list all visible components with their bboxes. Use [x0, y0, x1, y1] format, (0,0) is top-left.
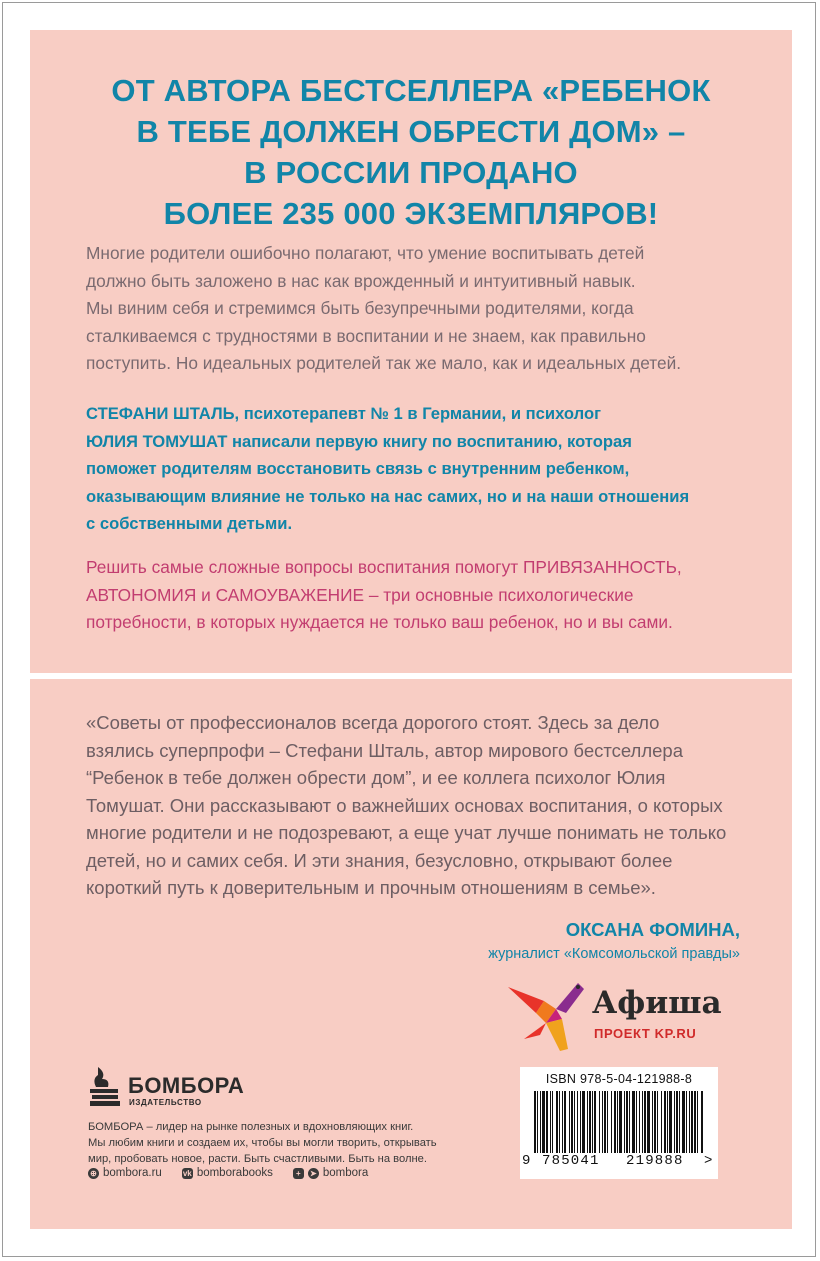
afisha-name: Афиша — [592, 985, 722, 1021]
barcode-bar — [542, 1091, 545, 1153]
text-line: Мы виним себя и стремимся быть безупречными родителями, когда — [86, 298, 634, 318]
barcode-bar — [654, 1091, 656, 1153]
text-line: Томушат. Они рассказывают о важнейших основах воспитания, о которых — [86, 794, 723, 816]
barcode-bar — [537, 1091, 538, 1153]
quote-author: ОКСАНА ФОМИНА, — [565, 919, 740, 940]
barcode-bar — [674, 1091, 675, 1153]
barcode-bar — [599, 1091, 600, 1153]
barcode-bar — [679, 1091, 680, 1153]
barcode-right-digits: 219888 — [626, 1153, 684, 1169]
bombora-logo — [88, 1065, 288, 1115]
barcode-bar — [644, 1091, 646, 1153]
barcode-bar — [552, 1091, 553, 1153]
text-line: сталкиваемся с трудностями в воспитании и не знаем, как правильно — [86, 325, 646, 346]
text-line: короткий путь к доверительным и прочным отношениям в семье». — [86, 877, 656, 898]
headline-line: ОТ АВТОРА БЕСТСЕЛЛЕРА «РЕБЕНОК — [111, 73, 711, 108]
barcode-left-digits: 785041 — [542, 1153, 600, 1169]
barcode-bar — [569, 1091, 570, 1153]
barcode-bar — [562, 1091, 563, 1153]
barcode-bar — [701, 1091, 703, 1153]
barcode-bar — [534, 1091, 536, 1153]
needs-paragraph — [86, 554, 776, 637]
barcode-bar — [636, 1091, 637, 1153]
social-site-label: bombora.ru — [103, 1167, 162, 1179]
barcode-bar — [686, 1091, 687, 1153]
barcode-bar — [629, 1091, 630, 1153]
barcode-bar — [669, 1091, 672, 1153]
barcode-bar — [611, 1091, 612, 1153]
barcode-bar — [577, 1091, 578, 1153]
barcode-bar — [697, 1091, 698, 1153]
headline-line: В ТЕБЕ ДОЛЖЕН ОБРЕСТИ ДОМ» – — [136, 114, 686, 149]
text-line: СТЕФАНИ ШТАЛЬ, психотерапевт № 1 в Германии, и психолог — [86, 404, 602, 423]
barcode-bar — [657, 1091, 658, 1153]
social-vk[interactable] — [182, 1167, 273, 1179]
barcode-bar — [676, 1091, 678, 1153]
text-line: “Ребенок в тебе должен обрести дом”, и ее коллега психолог Юлия — [86, 767, 666, 788]
barcode-bars — [534, 1091, 704, 1153]
afisha-logo — [506, 977, 736, 1057]
globe-icon: ⊕ — [88, 1168, 99, 1179]
text-line: потребности, в которых нуждается не только ваш ребенок, но и вы сами. — [86, 612, 673, 632]
text-line: должно быть заложено в нас как врожденный и интуитивный навык. — [86, 270, 636, 291]
barcode-bar — [580, 1091, 581, 1153]
barcode-bar — [582, 1091, 585, 1153]
barcode-bar — [564, 1091, 566, 1153]
barcode-bar — [661, 1091, 662, 1153]
headline-line: БОЛЕЕ 235 000 ЭКЗЕМПЛЯРОВ! — [163, 196, 659, 231]
barcode-bar — [664, 1091, 666, 1153]
headline-line: В РОССИИ ПРОДАНО — [244, 155, 578, 190]
intro-paragraph — [86, 240, 776, 378]
text-line: многие родители и не подозревают, а еще учат лучше понимать не только — [86, 822, 727, 843]
social-site[interactable] — [88, 1167, 162, 1179]
publisher-tag: ИЗДАТЕЛЬСТВО — [129, 1098, 202, 1107]
barcode-bar — [691, 1091, 693, 1153]
text-line: поступить. Но идеальных родителей так же мало, как и идеальных детей. — [86, 353, 682, 373]
telegram-icon: ➤ — [308, 1168, 319, 1179]
barcode-bar — [667, 1091, 668, 1153]
barcode-bar — [694, 1091, 696, 1153]
barcode-first-digit: 9 — [522, 1153, 531, 1169]
barcode-bar — [594, 1091, 596, 1153]
text-line: оказывающим влияние не только на нас самих, но и на наши отношения — [86, 486, 690, 506]
barcode-bar — [602, 1091, 603, 1153]
text-line: БОМБОРА – лидер на рынке полезных и вдохновляющих книг. — [88, 1121, 414, 1133]
headline — [30, 70, 792, 234]
barcode-bar — [614, 1091, 616, 1153]
social-vk-label: bomborabooks — [196, 1167, 273, 1179]
barcode-bar — [587, 1091, 588, 1153]
text-line: мир, пробовать новое, расти. Быть счастливыми. Быть на волне. — [88, 1153, 428, 1165]
bottom-panel — [30, 679, 792, 1229]
barcode-bar — [682, 1091, 685, 1153]
barcode-bar — [559, 1091, 560, 1153]
barcode-bar — [639, 1091, 640, 1153]
text-line: поможет родителям восстановить связь с внутренним ребенком, — [86, 459, 630, 478]
quote-author-role: журналист «Комсомольской правды» — [488, 946, 740, 962]
plus-icon: + — [293, 1168, 304, 1179]
text-line: Решить самые сложные вопросы воспитания помогут ПРИВЯЗАННОСТЬ, — [86, 557, 682, 577]
text-line: Мы любим книги и создаем их, чтобы вы могли творить, открывать — [88, 1137, 437, 1149]
bombora-mark-icon — [88, 1065, 122, 1109]
barcode-bar — [546, 1091, 548, 1153]
barcode-bar — [571, 1091, 573, 1153]
text-line: «Советы от профессионалов всегда дорогого стоят. Здесь за дело — [86, 712, 660, 733]
barcode-bar — [652, 1091, 653, 1153]
barcode-bar — [556, 1091, 558, 1153]
barcode-bar — [619, 1091, 622, 1153]
social-links — [88, 1167, 368, 1179]
barcode-bar — [626, 1091, 628, 1153]
barcode-bar — [647, 1091, 650, 1153]
barcode-bar — [574, 1091, 575, 1153]
isbn-text: ISBN 978-5-04-121988-8 — [545, 1072, 693, 1086]
barcode-bar — [604, 1091, 606, 1153]
barcode-bar — [689, 1091, 690, 1153]
barcode-bar — [592, 1091, 593, 1153]
isbn-barcode — [520, 1067, 718, 1179]
barcode-bar — [607, 1091, 608, 1153]
authors-paragraph — [86, 400, 776, 538]
barcode-bar — [540, 1091, 541, 1153]
text-line: АВТОНОМИЯ и САМОУВАЖЕНИЕ – три основные психологические — [86, 584, 634, 605]
barcode-bar — [642, 1091, 643, 1153]
barcode-bar — [550, 1091, 551, 1153]
bird-icon — [506, 979, 586, 1055]
barcode-bar — [624, 1091, 625, 1153]
text-line: Многие родители ошибочно полагают, что умение воспитывать детей — [86, 243, 645, 263]
afisha-subtitle: ПРОЕКТ KP.RU — [594, 1026, 697, 1041]
top-panel — [30, 30, 792, 673]
review-quote — [86, 709, 776, 902]
social-messengers-label: bombora — [322, 1167, 369, 1179]
barcode-marker: > — [704, 1153, 713, 1169]
social-messengers[interactable] — [293, 1167, 368, 1179]
text-line: с собственными детьми. — [86, 514, 293, 533]
text-line: взялись суперпрофи – Стефани Шталь, автор мирового бестселлера — [86, 739, 684, 761]
barcode-bar — [632, 1091, 635, 1153]
vk-icon: vk — [182, 1168, 192, 1178]
publisher-name: БОМБОРА — [128, 1073, 245, 1098]
barcode-bar — [589, 1091, 591, 1153]
text-line: ЮЛИЯ ТОМУШАТ написали первую книгу по воспитанию, которая — [86, 431, 632, 451]
text-line: детей, но и самих себя. И эти знания, безусловно, открывают более — [86, 849, 673, 871]
publisher-description — [88, 1119, 498, 1167]
barcode-bar — [617, 1091, 618, 1153]
